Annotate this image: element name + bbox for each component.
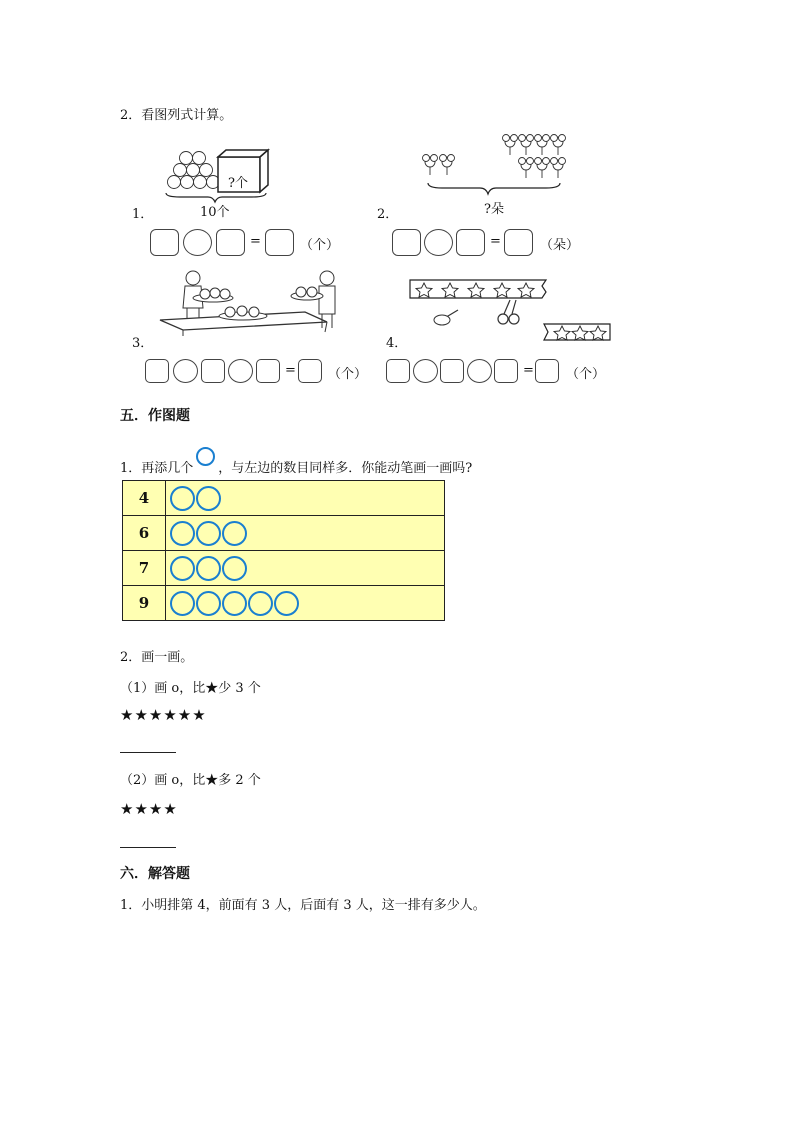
brace-label-2: ?朵 <box>484 202 504 217</box>
problem-4-number: 4． <box>386 336 408 351</box>
unit-label: （个） <box>566 367 606 382</box>
unit-label: （朵） <box>540 238 580 253</box>
equals-sign: = <box>523 363 534 378</box>
answer-box[interactable] <box>440 359 464 383</box>
blue-circle-icon <box>222 591 247 616</box>
answer-box[interactable] <box>201 359 225 383</box>
table-row <box>123 481 445 516</box>
brace-label-1: 10个 <box>200 205 230 220</box>
blue-circle-icon <box>196 447 215 466</box>
problem-3-number: 3． <box>132 336 154 351</box>
blue-circle-icon <box>196 591 221 616</box>
section-5-q1-text <box>120 447 472 476</box>
blue-circle-icon <box>274 591 299 616</box>
unit-label: （个） <box>328 367 368 382</box>
operator-circle[interactable] <box>228 359 253 383</box>
answer-box[interactable] <box>150 229 179 256</box>
blue-circle-icon <box>170 486 195 511</box>
part-2-prefix: （2）画 o，比 <box>120 773 206 788</box>
answer-box[interactable] <box>298 359 322 383</box>
answer-box[interactable] <box>504 229 533 256</box>
operator-circle[interactable] <box>183 229 212 256</box>
answer-box[interactable] <box>216 229 245 256</box>
q1-text-after: ，与左边的数目同样多．你能动笔画一画吗? <box>218 461 473 476</box>
section-5-q2-title: 2．画一画。 <box>120 650 194 665</box>
drawing-table <box>122 480 445 621</box>
box-label: ?个 <box>228 176 248 191</box>
answer-box[interactable] <box>535 359 559 383</box>
part-1-stars: ★★★★★★ <box>120 706 207 724</box>
answer-line[interactable] <box>120 752 176 753</box>
circle-cell[interactable] <box>166 551 445 586</box>
answer-box[interactable] <box>256 359 280 383</box>
table-row <box>123 586 445 621</box>
answer-box[interactable] <box>392 229 421 256</box>
blue-circle-icon <box>196 556 221 581</box>
answer-box[interactable] <box>494 359 518 383</box>
operator-circle[interactable] <box>413 359 438 383</box>
row-number: 7 <box>123 551 166 586</box>
unit-label: （个） <box>300 238 340 253</box>
circle-cell[interactable] <box>166 516 445 551</box>
part-1-text <box>120 677 261 696</box>
operator-circle[interactable] <box>467 359 492 383</box>
stars-scissors-picture <box>408 278 613 343</box>
blue-circle-icon <box>170 521 195 546</box>
blue-circle-icon <box>170 591 195 616</box>
part-1-suffix: 少 3 个 <box>218 681 261 696</box>
section-5-title: 五．作图题 <box>120 408 190 424</box>
table-row <box>123 551 445 586</box>
part-2-suffix: 多 2 个 <box>218 773 261 788</box>
star-icon: ★ <box>205 773 219 788</box>
answer-box[interactable] <box>456 229 485 256</box>
row-number: 6 <box>123 516 166 551</box>
question-2-title: 2．看图列式计算。 <box>120 108 233 123</box>
operator-circle[interactable] <box>173 359 198 383</box>
circle-cell[interactable] <box>166 481 445 516</box>
problem-1-number: 1． <box>132 207 154 222</box>
q1-text-before: 1．再添几个 <box>120 461 194 476</box>
part-2-stars: ★★★★ <box>120 800 178 818</box>
equals-sign: = <box>285 363 296 378</box>
circle-cell[interactable] <box>166 586 445 621</box>
row-number: 4 <box>123 481 166 516</box>
answer-box[interactable] <box>145 359 169 383</box>
blue-circle-icon <box>196 521 221 546</box>
blue-circle-icon <box>222 556 247 581</box>
blue-circle-icon <box>222 521 247 546</box>
blue-circle-icon <box>248 591 273 616</box>
operator-circle[interactable] <box>424 229 453 256</box>
equals-sign: = <box>490 234 501 249</box>
answer-box[interactable] <box>386 359 410 383</box>
part-1-prefix: （1）画 o，比 <box>120 681 206 696</box>
table-row <box>123 516 445 551</box>
problem-2-number: 2． <box>377 207 399 222</box>
section-6-title: 六．解答题 <box>120 866 190 882</box>
part-2-text <box>120 769 261 788</box>
section-6-q1-text: 1．小明排第 4，前面有 3 人，后面有 3 人，这一排有多少人。 <box>120 898 486 913</box>
table-apples-picture <box>155 268 345 336</box>
star-icon: ★ <box>205 681 219 696</box>
answer-line[interactable] <box>120 847 176 848</box>
blue-circle-icon <box>170 556 195 581</box>
row-number: 9 <box>123 586 166 621</box>
answer-box[interactable] <box>265 229 294 256</box>
equals-sign: = <box>250 234 261 249</box>
blue-circle-icon <box>196 486 221 511</box>
